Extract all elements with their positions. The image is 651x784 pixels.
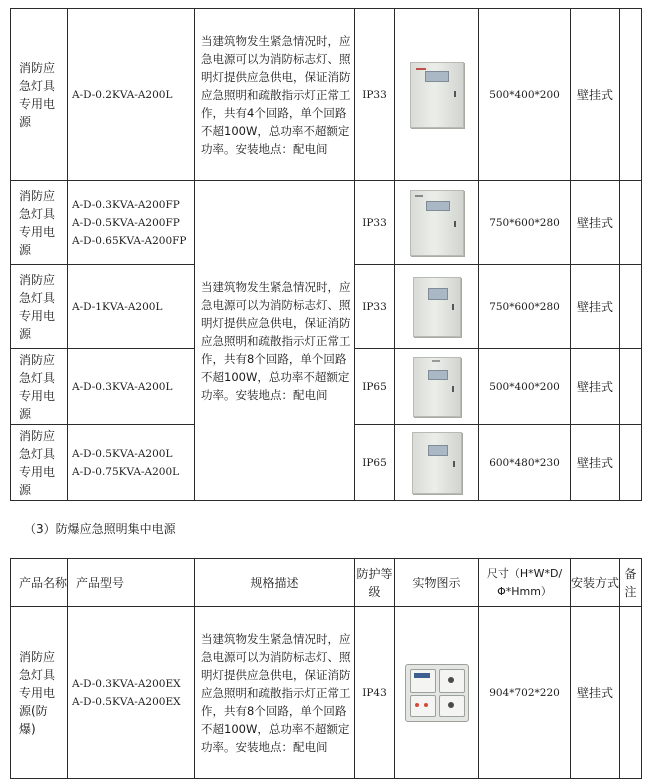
mount-type: 壁挂式 <box>571 265 620 349</box>
product-photo <box>395 425 479 501</box>
explosion-proof-product-table <box>10 558 642 779</box>
note-cell <box>620 181 642 265</box>
dimensions: 500*400*200 <box>479 9 571 181</box>
model-line: A-D-0.3KVA-A200FP <box>72 198 180 211</box>
product-name: 消防应急灯具专用电源 <box>11 181 68 265</box>
header-product-model: 产品型号 <box>68 559 195 607</box>
product-name: 消防应急灯具专用电源 <box>11 349 68 425</box>
product-model <box>68 9 195 181</box>
product-name: 消防应急灯具专用电源 <box>11 425 68 501</box>
spec-description: 当建筑物发生紧急情况时，应急电源可以为消防标志灯、照明灯提供应急供电，保证消防应急照明和疏散指示灯正常工作，共有8个回路，单个回路不超100W，总功率不超额定功率。安装地点：配电间 <box>195 181 355 501</box>
product-photo <box>395 265 479 349</box>
model-line: A-D-0.2KVA-A200L <box>72 88 173 101</box>
protection-level: IP65 <box>355 425 395 501</box>
note-cell <box>620 349 642 425</box>
explosion-proof-box-icon <box>405 664 469 722</box>
header-spec-description: 规格描述 <box>195 559 355 607</box>
note-cell <box>620 607 642 779</box>
product-table-continued <box>10 8 642 501</box>
mount-type: 壁挂式 <box>571 425 620 501</box>
model-line: A-D-0.75KVA-A200L <box>72 465 180 478</box>
note-cell <box>620 425 642 501</box>
model-line: A-D-1KVA-A200L <box>72 300 163 313</box>
table-row <box>11 9 642 181</box>
note-cell <box>620 9 642 181</box>
model-line: A-D-0.5KVA-A200EX <box>72 695 181 708</box>
product-name: 消防应急灯具专用电源(防爆) <box>11 607 68 779</box>
protection-level: IP33 <box>355 9 395 181</box>
product-name: 消防应急灯具专用电源 <box>11 265 68 349</box>
header-product-name: 产品名称 <box>11 559 68 607</box>
dimensions: 904*702*220 <box>479 607 571 779</box>
model-line: A-D-0.5KVA-A200L <box>72 447 173 460</box>
protection-level: IP33 <box>355 265 395 349</box>
spec-description: 当建筑物发生紧急情况时，应急电源可以为消防标志灯、照明灯提供应急供电，保证消防应急照明和疏散指示灯正常工作，共有8个回路，单个回路不超100W，总功率不超额定功率。安装地点：配电间 <box>195 607 355 779</box>
mount-type: 壁挂式 <box>571 9 620 181</box>
product-photo <box>395 9 479 181</box>
section-heading: （3）防爆应急照明集中电源 <box>24 522 176 536</box>
protection-level: IP65 <box>355 349 395 425</box>
wall-cabinet-icon <box>412 432 462 494</box>
product-photo <box>395 181 479 265</box>
product-photo <box>395 349 479 425</box>
mount-type: 壁挂式 <box>571 349 620 425</box>
product-name: 消防应急灯具专用电源 <box>11 9 68 181</box>
mount-type: 壁挂式 <box>571 607 620 779</box>
note-cell <box>620 265 642 349</box>
header-note: 备注 <box>620 559 642 607</box>
product-model <box>68 425 195 501</box>
product-model <box>68 181 195 265</box>
header-dimensions: 尺寸（H*W*D/Φ*Hmm） <box>479 559 571 607</box>
table-header-row <box>11 559 642 607</box>
header-protection-level: 防护等级 <box>355 559 395 607</box>
header-mount-type: 安装方式 <box>571 559 620 607</box>
wall-cabinet-icon <box>413 357 461 417</box>
wall-cabinet-icon <box>410 190 464 256</box>
dimensions: 600*480*230 <box>479 425 571 501</box>
model-line: A-D-0.3KVA-A200L <box>72 380 173 393</box>
spec-description: 当建筑物发生紧急情况时，应急电源可以为消防标志灯、照明灯提供应急供电，保证消防应急照明和疏散指示灯正常工作，共有4个回路，单个回路不超100W，总功率不超额定功率。安装地点：配电间 <box>195 9 355 181</box>
dimensions: 750*600*280 <box>479 181 571 265</box>
mount-type: 壁挂式 <box>571 181 620 265</box>
product-model <box>68 607 195 779</box>
product-model <box>68 265 195 349</box>
wall-cabinet-icon <box>413 277 461 337</box>
table-row <box>11 607 642 779</box>
header-photo: 实物图示 <box>395 559 479 607</box>
dimensions: 750*600*280 <box>479 265 571 349</box>
wall-cabinet-icon <box>410 62 464 128</box>
model-line: A-D-0.3KVA-A200EX <box>72 677 181 690</box>
product-model <box>68 349 195 425</box>
protection-level: IP43 <box>355 607 395 779</box>
table-row <box>11 181 642 265</box>
protection-level: IP33 <box>355 181 395 265</box>
model-line: A-D-0.65KVA-A200FP <box>72 234 187 247</box>
product-photo <box>395 607 479 779</box>
model-line: A-D-0.5KVA-A200FP <box>72 216 180 229</box>
dimensions: 500*400*200 <box>479 349 571 425</box>
